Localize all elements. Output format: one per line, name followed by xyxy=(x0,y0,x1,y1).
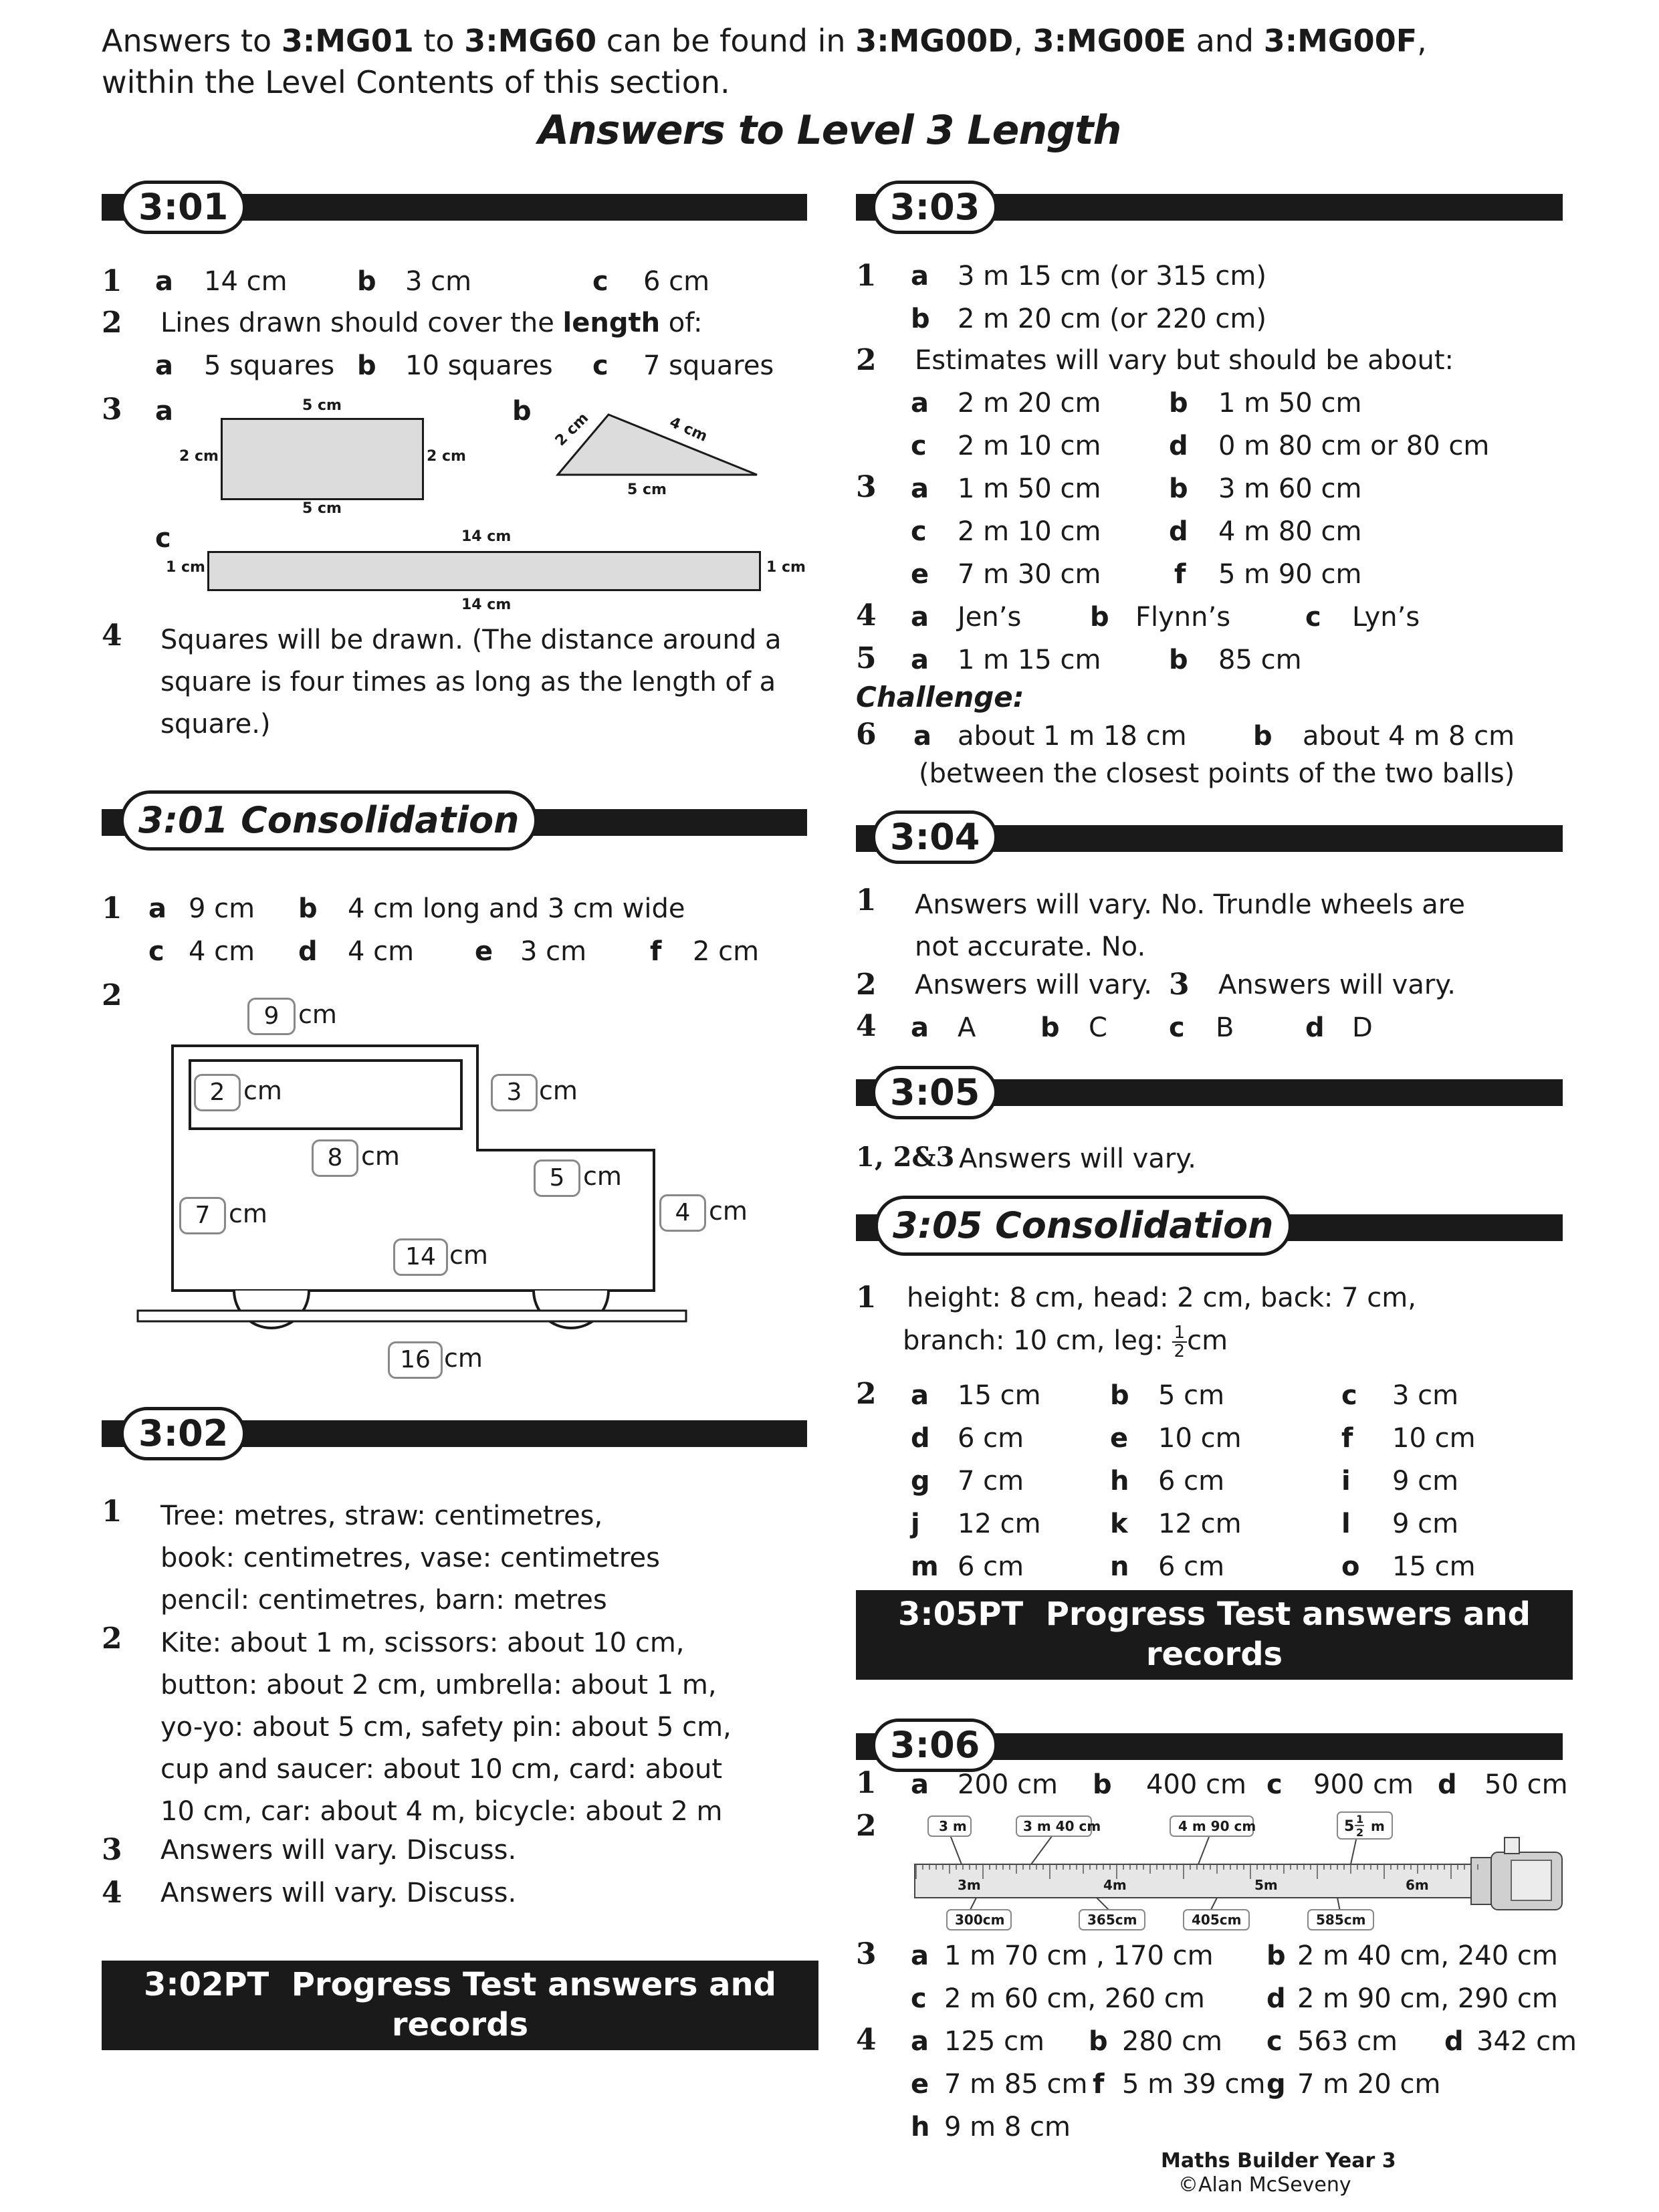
tape-label-4m90: 4 m 90 cm xyxy=(1178,1818,1256,1834)
q-3-02-4: 4 xyxy=(102,1876,122,1910)
tape-scale-3m: 3m xyxy=(958,1877,981,1893)
box-7: 7 xyxy=(179,1197,226,1234)
grid-letter: l xyxy=(1341,1509,1351,1539)
q-3-03-1: 1 xyxy=(856,259,877,293)
section-header-3-06: 3:06 xyxy=(872,1719,998,1772)
tape-bottom-585: 585cm xyxy=(1316,1912,1366,1928)
q-3-05-1-2-3: 1, 2&3 xyxy=(856,1141,955,1173)
tape-scale-6m: 6m xyxy=(1406,1877,1429,1893)
grid-letter: j xyxy=(911,1509,920,1539)
section-header-3-01-consolidation: 3:01 Consolidation xyxy=(120,790,538,851)
tape-scale-4m: 4m xyxy=(1103,1877,1127,1893)
q-3-04-4: 4 xyxy=(856,1009,877,1043)
tape-label-5-unit: m xyxy=(1371,1818,1385,1834)
tape-label-3m40: 3 m 40 cm xyxy=(1023,1818,1101,1834)
grid-letter: i xyxy=(1341,1466,1351,1497)
q-3-05c-2: 2 xyxy=(856,1377,877,1411)
q-3-03-6: 6 xyxy=(856,717,877,752)
q-3-03-2: 2 xyxy=(856,343,877,377)
q-3-01c-2: 2 xyxy=(102,978,122,1012)
grid-value: 12 cm xyxy=(958,1509,1041,1539)
grid-value: 9 cm xyxy=(1392,1509,1459,1539)
challenge-label: Challenge: xyxy=(856,681,1024,713)
intro-line-2: within the Level Contents of this section. xyxy=(102,64,730,100)
rectangle-shape xyxy=(221,418,424,500)
grid-value: 10 cm xyxy=(1392,1423,1476,1454)
grid-value: 6 cm xyxy=(1158,1466,1225,1497)
grid-value: 15 cm xyxy=(958,1380,1041,1411)
tape-bottom-365: 365cm xyxy=(1087,1912,1137,1928)
tape-scale-5m: 5m xyxy=(1254,1877,1278,1893)
intro-line-1: Answers to 3:MG01 to 3:MG60 can be found in 3:MG00D, 3:MG00E and 3:MG00F, xyxy=(102,23,1427,59)
box-3: 3 xyxy=(491,1074,538,1111)
q-3-06-3: 3 xyxy=(856,1937,877,1971)
grid-value: 12 cm xyxy=(1158,1509,1242,1539)
grid-value: 6 cm xyxy=(958,1423,1024,1454)
q-3-05c-1: 1 xyxy=(856,1281,877,1315)
grid-value: 6 cm xyxy=(1158,1551,1225,1582)
box-5: 5 xyxy=(534,1159,580,1197)
progress-test-box-3-02: 3:02PT Progress Test answers and records are at the end of this section. xyxy=(102,1961,818,2050)
grid-value: 10 cm xyxy=(1158,1423,1242,1454)
tape-label-3m: 3 m xyxy=(939,1818,967,1834)
tape-label-5-whole: 5 xyxy=(1344,1818,1355,1835)
grid-letter: m xyxy=(911,1551,939,1582)
footer-author: ©Alan McSeveny xyxy=(1178,2173,1351,2197)
grid-value: 3 cm xyxy=(1392,1380,1459,1411)
section-header-3-04: 3:04 xyxy=(872,810,998,864)
grid-letter: d xyxy=(911,1423,930,1454)
q-3-02-1: 1 xyxy=(102,1495,122,1529)
box-4: 4 xyxy=(659,1194,706,1232)
q-3-01-2: 2 xyxy=(102,306,122,340)
section-header-3-01: 3:01 xyxy=(120,181,246,234)
q-3-01-1: 1 xyxy=(102,264,122,298)
q-3-02-2: 2 xyxy=(102,1622,122,1656)
q-3-02-3: 3 xyxy=(102,1833,122,1867)
box-9: 9 xyxy=(247,998,296,1035)
box-8: 8 xyxy=(312,1139,358,1177)
box-14: 14 xyxy=(393,1238,448,1276)
grid-letter: e xyxy=(1110,1423,1129,1454)
grid-letter: o xyxy=(1341,1551,1360,1582)
q-3-03-5: 5 xyxy=(856,641,877,675)
tape-bottom-405: 405cm xyxy=(1192,1912,1242,1928)
grid-value: 9 cm xyxy=(1392,1466,1459,1497)
tape-measure-diagram xyxy=(909,1807,1565,1941)
q-3-06-1: 1 xyxy=(856,1766,877,1800)
long-rectangle-shape xyxy=(207,551,761,591)
fraction-half: $\frac{1}{2}$ xyxy=(1172,1324,1188,1360)
q-3-01c-1: 1 xyxy=(102,891,122,925)
grid-letter: k xyxy=(1110,1509,1128,1539)
q-3-06-4: 4 xyxy=(856,2023,877,2057)
footer-book-title: Maths Builder Year 3 xyxy=(1161,2149,1396,2173)
q-3-06-2: 2 xyxy=(856,1809,877,1843)
grid-value: 5 cm xyxy=(1158,1380,1225,1411)
q-3-04-3: 3 xyxy=(1169,968,1190,1002)
grid-letter: n xyxy=(1110,1551,1129,1582)
grid-letter: h xyxy=(1110,1466,1129,1497)
q-3-01-3: 3 xyxy=(102,393,122,427)
grid-value: 15 cm xyxy=(1392,1551,1476,1582)
grid-letter: f xyxy=(1341,1423,1353,1454)
intro-text xyxy=(102,20,1427,103)
grid-letter: g xyxy=(911,1466,930,1497)
progress-test-box-3-05: 3:05PT Progress Test answers and records are at the end of this section. xyxy=(856,1590,1573,1680)
q-3-04-1: 1 xyxy=(856,883,877,917)
box-16: 16 xyxy=(388,1341,443,1379)
page-title: Answers to Level 3 Length xyxy=(538,107,1121,154)
section-header-3-05-consolidation: 3:05 Consolidation xyxy=(875,1196,1292,1256)
tape-bottom-300: 300cm xyxy=(955,1912,1005,1928)
grid-letter: c xyxy=(1341,1380,1357,1411)
tape-label-5-denominator: 2 xyxy=(1356,1826,1364,1839)
section-header-3-02: 3:02 xyxy=(120,1407,246,1460)
q-3-04-2: 2 xyxy=(856,968,877,1002)
q-3-01-4: 4 xyxy=(102,619,122,653)
box-2: 2 xyxy=(194,1074,241,1111)
q-3-03-4: 4 xyxy=(856,598,877,633)
tape-label-5-numerator: 1 xyxy=(1356,1813,1364,1826)
grid-value: 6 cm xyxy=(958,1551,1024,1582)
q-3-03-3: 3 xyxy=(856,470,877,504)
grid-letter: a xyxy=(911,1380,929,1411)
grid-letter: b xyxy=(1110,1380,1129,1411)
section-header-3-05: 3:05 xyxy=(872,1066,998,1119)
section-header-3-03: 3:03 xyxy=(872,181,998,234)
grid-value: 7 cm xyxy=(958,1466,1024,1497)
